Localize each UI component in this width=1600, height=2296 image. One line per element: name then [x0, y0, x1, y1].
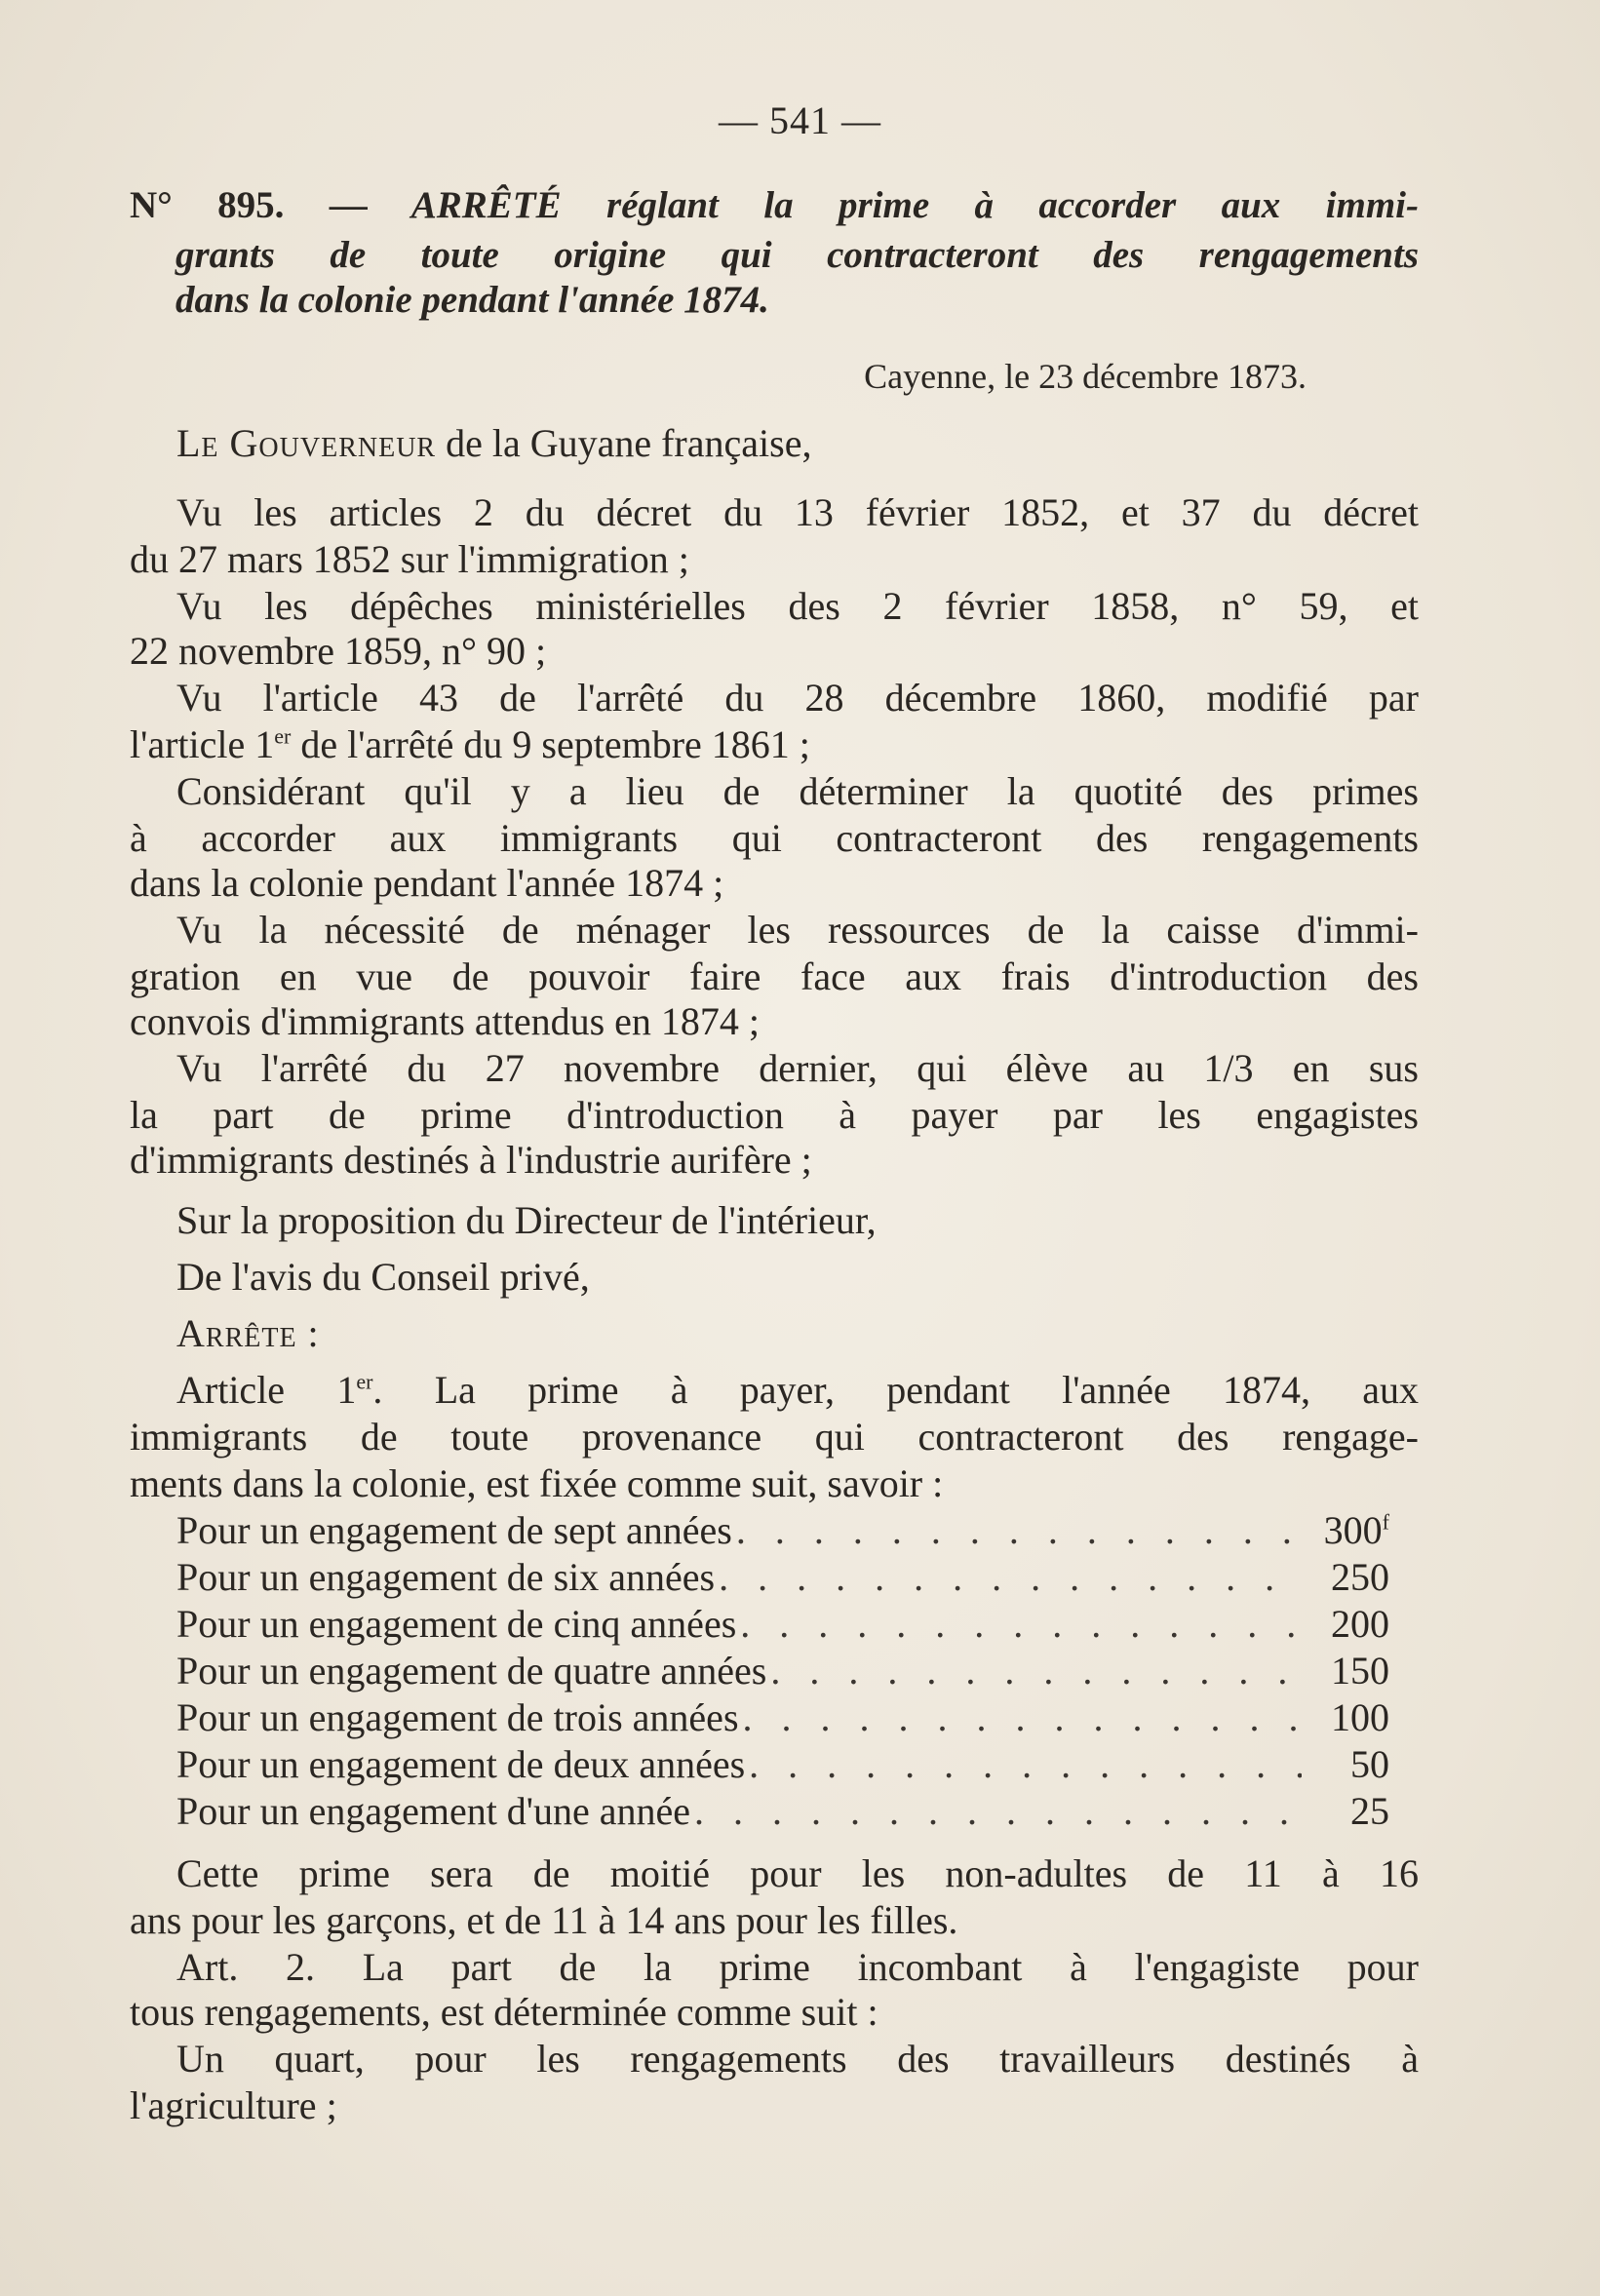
premium-row	[176, 1741, 1389, 1788]
leader-dots	[740, 1601, 1302, 1648]
article-ref-sup: er	[274, 723, 292, 749]
closing-line: Art. 2. La part de la prime incombant à l'engagiste pour	[176, 1945, 1419, 1989]
closing-line: ans pour les garçons, et de 11 à 14 ans pour les filles.	[130, 1898, 958, 1942]
heading-text-1: ARRÊTÉ réglant la prime à accorder aux immi-	[410, 184, 1419, 226]
leader-dots	[694, 1788, 1302, 1835]
page-number: — 541 —	[719, 98, 881, 142]
premium-row	[176, 1694, 1389, 1741]
body-line: à accorder aux immigrants qui contracteront des rengagements	[130, 816, 1419, 860]
body-line: Considérant qu'il y a lieu de déterminer la quotité des primes	[176, 769, 1419, 813]
body-line: Vu les dépêches ministérielles des 2 février 1858, n° 59, et	[176, 584, 1419, 628]
body-line: dans la colonie pendant l'année 1874 ;	[130, 861, 724, 905]
article-1-line-2: immigrants de toute provenance qui contracteront des rengage-	[130, 1415, 1419, 1459]
leader-dots	[743, 1694, 1302, 1741]
body-line: Vu la nécessité de ménager les ressources de la caisse d'immi-	[176, 908, 1419, 952]
closing-line: Un quart, pour les rengagements des travailleurs destinés à	[176, 2037, 1419, 2081]
body-line: du 27 mars 1852 sur l'immigration ;	[130, 537, 689, 581]
heading-dash: —	[329, 184, 368, 226]
premium-row	[176, 1507, 1389, 1554]
article-ref-rest: de l'arrêté du 9 septembre 1861 ;	[291, 722, 810, 766]
place-date: Cayenne, le 23 décembre 1873.	[864, 357, 1307, 396]
body-line: De l'avis du Conseil privé,	[176, 1255, 590, 1299]
premium-amount: 150	[1331, 1649, 1389, 1693]
governor-rest: de la Guyane française,	[436, 421, 812, 465]
premium-label: Pour un engagement de six années	[176, 1555, 716, 1599]
leader-dots	[736, 1507, 1302, 1554]
premium-label: Pour un engagement de quatre années	[176, 1649, 767, 1693]
premium-label: Pour un engagement de deux années	[176, 1742, 746, 1786]
premium-label: Pour un engagement de cinq années	[176, 1602, 737, 1646]
premium-amount: 250	[1331, 1555, 1389, 1599]
premium-amount: 200	[1331, 1602, 1389, 1646]
closing-line: l'agriculture ;	[130, 2083, 337, 2127]
body-line: d'immigrants destinés à l'industrie aurifère ;	[130, 1138, 812, 1182]
premium-amount: 100	[1331, 1695, 1389, 1739]
premium-label: Pour un engagement de sept années	[176, 1508, 732, 1552]
article-1-line-1	[130, 1367, 1419, 1414]
decree-heading-line-1	[130, 182, 1419, 229]
decree-heading-line-2: grants de toute origine qui contracteront des rengagements	[176, 234, 1419, 276]
body-line: la part de prime d'introduction à payer par les engagistes	[130, 1093, 1419, 1137]
article-1-intro: Article 1	[176, 1368, 357, 1412]
premium-row	[176, 1554, 1389, 1601]
article-1-sup: er	[356, 1369, 373, 1394]
governor-line	[130, 420, 1419, 467]
body-line	[130, 721, 1419, 768]
premium-amount: 300$^f$	[1323, 1508, 1389, 1552]
article-ref: l'article 1	[130, 722, 275, 766]
governor-title: Le Gouverneur	[176, 421, 437, 465]
body-line: gration en vue de pouvoir faire face aux frais d'introduction des	[130, 954, 1419, 998]
closing-line: Cette prime sera de moitié pour les non-adultes de 11 à 16	[176, 1851, 1419, 1895]
body-line: Vu les articles 2 du décret du 13 février 1852, et 37 du décret	[176, 490, 1419, 534]
closing-line: tous rengagements, est déterminée comme suit :	[130, 1990, 878, 2034]
premium-label: Pour un engagement d'une année	[176, 1789, 691, 1833]
body-line: Vu l'arrêté du 27 novembre dernier, qui élève au 1/3 en sus	[176, 1046, 1419, 1090]
premium-row	[176, 1648, 1389, 1694]
premium-row	[176, 1601, 1389, 1648]
leader-dots	[770, 1648, 1302, 1694]
article-1-line-3: ments dans la colonie, est fixée comme suit, savoir :	[130, 1461, 944, 1505]
arrete-label: Arrête :	[176, 1311, 320, 1355]
article-1-rest: . La prime à payer, pendant l'année 1874, aux	[372, 1368, 1419, 1412]
premium-amount: 25	[1350, 1789, 1389, 1833]
premium-amount: 50	[1350, 1742, 1389, 1786]
body-line: Sur la proposition du Directeur de l'intérieur,	[176, 1198, 877, 1242]
premium-row	[176, 1788, 1389, 1835]
decree-heading-line-3: dans la colonie pendant l'année 1874.	[176, 279, 769, 321]
body-line: Vu l'article 43 de l'arrêté du 28 décembre 1860, modifié par	[176, 676, 1419, 720]
leader-dots	[749, 1741, 1302, 1788]
premium-label: Pour un engagement de trois années	[176, 1695, 739, 1739]
body-line: convois d'immigrants attendus en 1874 ;	[130, 999, 761, 1043]
franc-unit: f	[1382, 1509, 1389, 1535]
body-line: 22 novembre 1859, n° 90 ;	[130, 629, 547, 673]
leader-dots	[719, 1554, 1302, 1601]
decree-number: N° 895.	[130, 184, 285, 226]
